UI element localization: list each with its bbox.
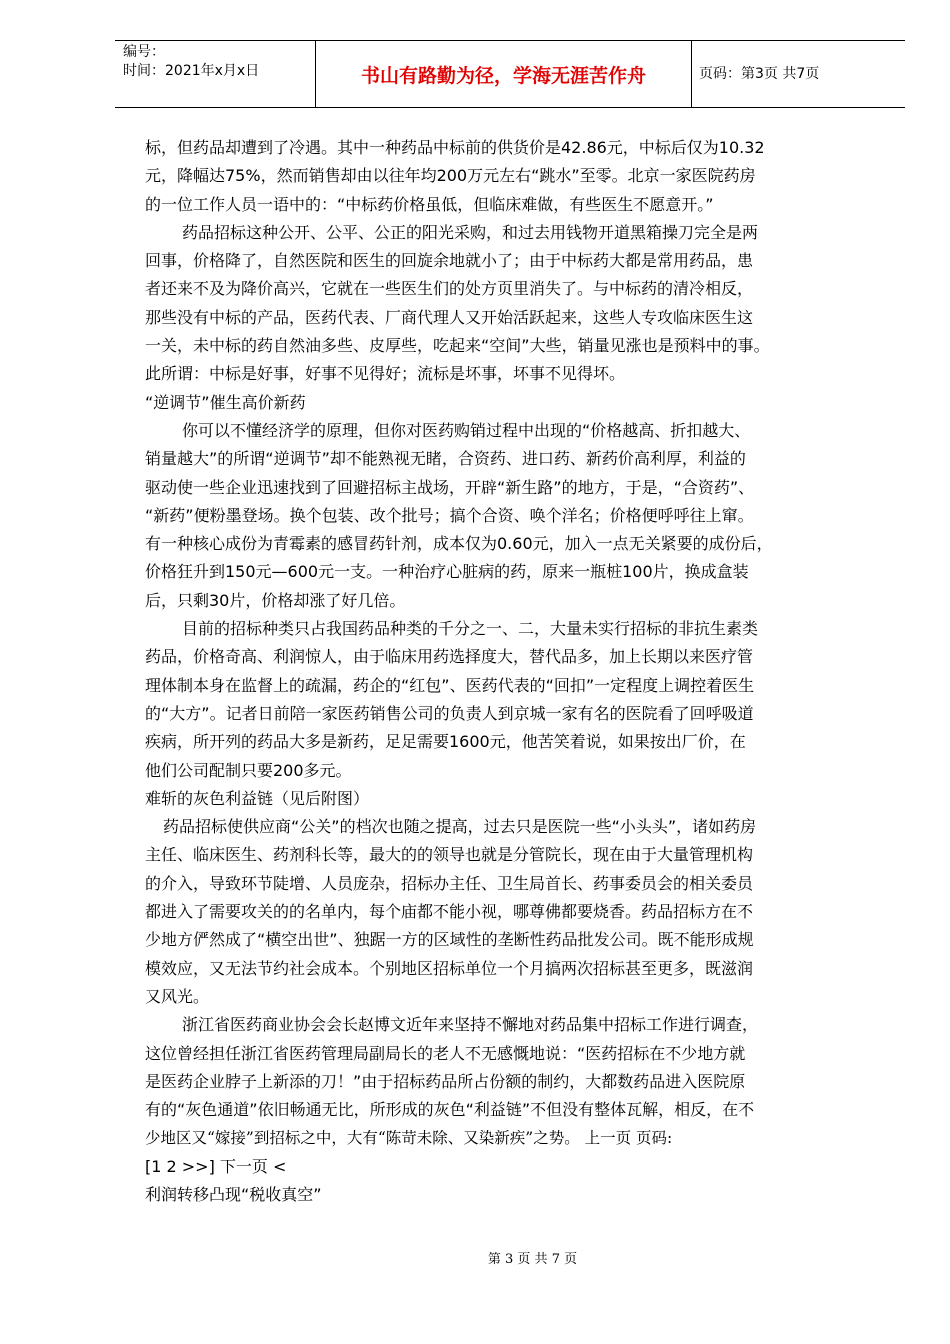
document-body: [145, 134, 905, 1209]
header-middle-cell: [315, 41, 692, 107]
paragraph-2: [145, 219, 905, 389]
text-line: 此所谓：中标是好事，好事不见得好；流标是坏事，坏事不见得坏。: [145, 364, 626, 384]
text-line: 他们公司配制只要200多元。: [145, 760, 352, 780]
paragraph-1: [145, 134, 905, 219]
text-line: 药品，价格奇高、利润惊人，由于临床用药选择度大，替代品多，加上长期以来医疗管: [145, 647, 754, 667]
text-line: 一关，未中标的药自然油多些、皮厚些，吃起来“空间”大些，销量见涨也是预料中的事。: [145, 336, 770, 356]
paragraph-4: [145, 615, 905, 785]
page-navigation-links[interactable]: [1 2 >>] 下一页 <: [145, 1156, 287, 1176]
header-left-cell: [115, 41, 315, 107]
section-heading-2: 难斩的灰色利益链（见后附图）: [145, 788, 370, 808]
text-line: 回事，价格降了，自然医院和医生的回旋余地就小了；由于中标药大都是常用药品，患: [145, 251, 754, 271]
text-line: 少地方俨然成了“横空出世”、独踞一方的区域性的垄断性药品批发公司。既不能形成规: [145, 930, 754, 950]
text-line: 浙江省医药商业协会会长赵博文近年来坚持不懈地对药品集中招标工作进行调查，: [182, 1015, 759, 1035]
text-line: 的介入，导致环节陡增、人员庞杂，招标办主任、卫生局首长、药事委员会的相关委员: [145, 873, 754, 893]
paragraph-6: [145, 1011, 905, 1152]
section-heading-3: 利润转移凸现“税收真空”: [145, 1184, 322, 1204]
number-label: 编号：: [123, 44, 165, 60]
text-line: 又风光。: [145, 986, 210, 1006]
section-heading-1: “逆调节”催生高价新药: [145, 392, 306, 412]
text-line: 那些没有中标的产品，医药代表、厂商代理人又开始活跃起来，这些人专攻临床医生这: [145, 307, 754, 327]
text-line: 后，只剩30片，价格却涨了好几倍。: [145, 590, 406, 610]
text-line: 你可以不懂经济学的原理，但你对医药购销过程中出现的“价格越高、折扣越大、: [182, 420, 751, 440]
text-line: 模效应，又无法节约社会成本。个别地区招标单位一个月搞两次招标甚至更多，既滋润: [145, 958, 754, 978]
paragraph-3: [145, 417, 905, 615]
page-header: [115, 40, 905, 108]
text-line: 驱动使一些企业迅速找到了回避招标主战场，开辟“新生路”的地方，于是，“合资药”、: [145, 477, 755, 497]
text-line: 药品招标使供应商“公关”的档次也随之提高，过去只是医院一些“小头头”，诸如药房: [163, 817, 757, 837]
text-line: 元，降幅达75%，然而销售却由以往年均200万元左右“跳水”至零。北京一家医院药房: [145, 166, 756, 186]
page-footer: 第 3 页 共 7 页: [487, 1252, 578, 1267]
text-line: 都进入了需要攻关的的名单内，每个庙都不能小视，哪尊佛都要烧香。药品招标方在不: [145, 902, 754, 922]
text-line: 有的“灰色通道”依旧畅通无比，所形成的灰色“利益链”不但没有整体瓦解，相反，在不: [145, 1100, 755, 1120]
text-line: 标，但药品却遭到了冷遇。其中一种药品中标前的供货价是42.86元，中标后仅为10.32: [145, 138, 765, 157]
text-line: 疾病，所开列的药品大多是新药，足足需要1600元，他苦笑着说，如果按出厂价，在: [145, 732, 746, 752]
header-page-info: 页码：第3页 共7页: [699, 66, 820, 82]
text-line: 的一位工作人员一语中的：“中标药价格虽低，但临床难做，有些医生不愿意开。”: [145, 194, 714, 214]
text-line: “新药”便粉墨登场。换个包装、改个批号；搞个合资、唤个洋名；价格便呼呼往上窜。: [145, 505, 754, 525]
paragraph-5: [145, 813, 905, 1011]
text-line: 这位曾经担任浙江省医药管理局副局长的老人不无感慨地说：“医药招标在不少地方就: [145, 1043, 746, 1063]
text-line: 理体制本身在监督上的疏漏，药企的“红包”、医药代表的“回扣”一定程度上调控着医生: [145, 675, 755, 695]
time-label: 时间：2021年x月x日: [123, 63, 260, 79]
text-line-with-pager: 少地区又“嫁接”到招标之中，大有“陈苛未除、又染新疾”之势。 上一页 页码:: [145, 1129, 673, 1148]
header-right-cell: [691, 41, 905, 107]
text-line: 销量越大”的所谓“逆调节”却不能熟视无睹，合资药、进口药、新药价高利厚，利益的: [145, 449, 746, 469]
text-line: 药品招标这种公开、公平、公正的阳光采购，和过去用钱物开道黑箱操刀完全是两: [182, 222, 759, 242]
motto-text: 书山有路勤为径，学海无涯苦作舟: [360, 65, 646, 87]
text-line: 是医药企业脖子上新添的刀！”由于招标药品所占份额的制约，大都数药品进入医院原: [145, 1071, 746, 1091]
text-line: 的“大方”。记者日前陪一家医药销售公司的负责人到京城一家有名的医院看了回呼吸道: [145, 703, 754, 723]
text-line: 目前的招标种类只占我国药品种类的千分之一、二，大量未实行招标的非抗生素类: [182, 619, 759, 639]
text-line: 主任、临床医生、药剂科长等，最大的的领导也就是分管院长，现在由于大量管理机构: [145, 845, 754, 865]
text-line: 者还来不及为降价高兴，它就在一些医生们的处方页里消失了。与中标药的清冷相反，: [145, 279, 754, 299]
text-line: 有一种核心成份为青霉素的感冒药针剂，成本仅为0.60元，加入一点无关紧要的成份后，: [145, 534, 773, 554]
text-line: 价格狂升到150元—600元一支。一种治疗心脏病的药，原来一瓶桩100片，换成盒装: [145, 562, 749, 582]
